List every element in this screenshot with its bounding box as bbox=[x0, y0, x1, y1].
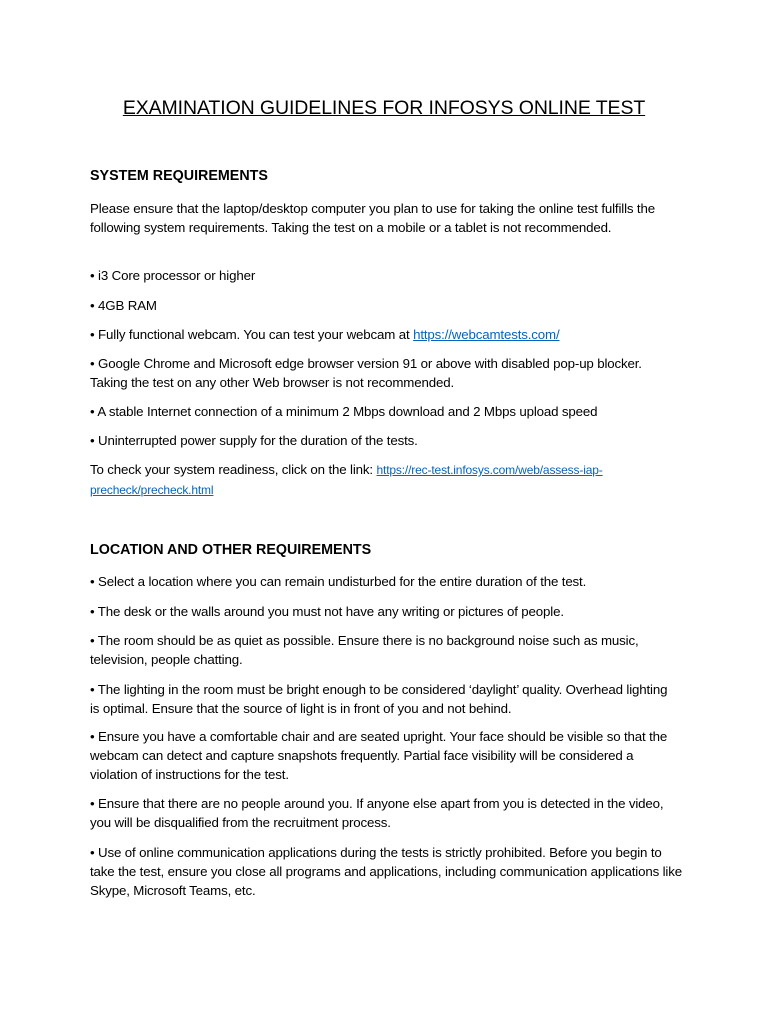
location-item-lighting: • The lighting in the room must be bright enough to be considered ‘daylight’ quality. Overhead lighting is optimal. Ensure that the source of light is in front of you and not behind. bbox=[90, 682, 668, 716]
location-item-walls: • The desk or the walls around you must not have any writing or pictures of people. bbox=[90, 604, 564, 619]
location-item-no-people: • Ensure that there are no people around you. If anyone else apart from you is detected in the video, you will be disqualified from the recruitment process. bbox=[90, 796, 664, 830]
readiness-precheck-link[interactable]: https://rec-test.infosys.com/web/assess-iap-precheck/precheck.html bbox=[90, 463, 603, 497]
requirement-webcam-text: • Fully functional webcam. You can test your webcam at bbox=[90, 327, 414, 342]
requirement-browser: • Google Chrome and Microsoft edge browser version 91 or above with disabled pop-up blocker. Taking the test on any other Web browser is not recommended. bbox=[90, 356, 642, 390]
requirement-processor: • i3 Core processor or higher bbox=[90, 268, 256, 283]
location-item-communication-apps: • Use of online communication applications during the tests is strictly prohibited. Before you begin to take the test, ensure you close all programs and applications, including communication applications like Skype, Microsoft Teams, etc. bbox=[90, 845, 682, 898]
readiness-text: To check your system readiness, click on the link: bbox=[90, 462, 377, 477]
location-item-quiet: • The room should be as quiet as possible. Ensure there is no background noise such as music, television, people chatting. bbox=[90, 633, 639, 667]
document-title: EXAMINATION GUIDELINES FOR INFOSYS ONLINE TEST bbox=[122, 97, 646, 119]
location-requirements-heading: LOCATION AND OTHER REQUIREMENTS bbox=[90, 542, 372, 558]
location-item-chair: • Ensure you have a comfortable chair and are seated upright. Your face should be visible so that the webcam can detect and capture snapshots frequently. Partial face visibility will be considered a violation of instructions for the test. bbox=[90, 729, 668, 782]
system-requirements-heading: SYSTEM REQUIREMENTS bbox=[90, 168, 268, 184]
requirement-webcam bbox=[90, 325, 690, 344]
requirement-power: • Uninterrupted power supply for the duration of the tests. bbox=[90, 433, 418, 448]
location-item-undisturbed: • Select a location where you can remain undisturbed for the entire duration of the test. bbox=[90, 574, 587, 589]
system-intro-paragraph: Please ensure that the laptop/desktop computer you plan to use for taking the online test fulfills the following system requirements. Taking the test on a mobile or a tablet is not recommended. bbox=[90, 201, 655, 235]
requirement-internet: • A stable Internet connection of a minimum 2 Mbps download and 2 Mbps upload speed bbox=[90, 404, 598, 419]
readiness-paragraph bbox=[90, 460, 660, 500]
requirement-ram: • 4GB RAM bbox=[90, 298, 157, 313]
webcam-test-link[interactable]: https://webcamtests.com/ bbox=[413, 327, 560, 342]
